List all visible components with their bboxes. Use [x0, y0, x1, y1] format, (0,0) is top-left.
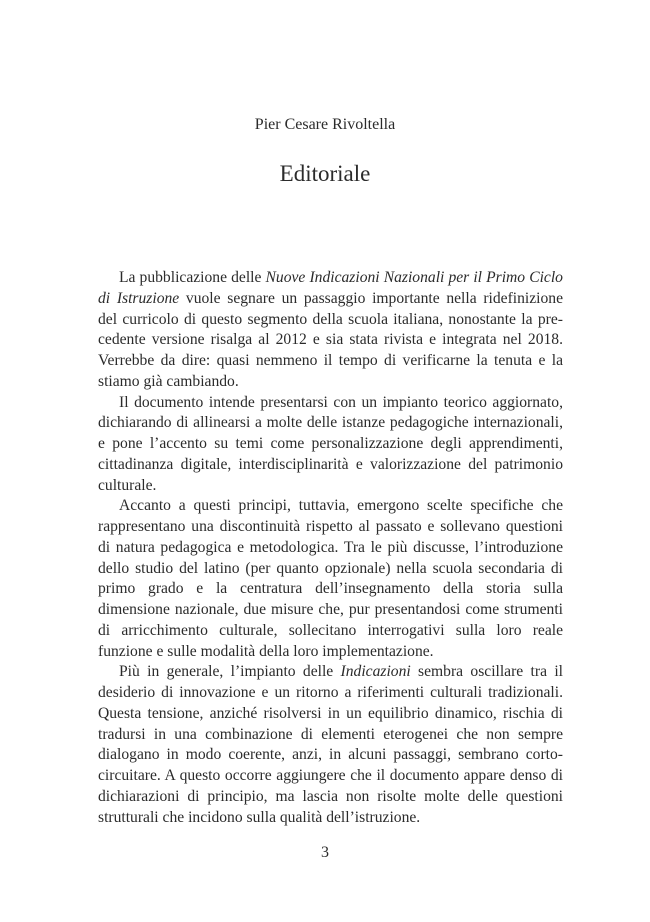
- page-number: 3: [321, 844, 329, 861]
- paragraph-text: sembra oscillare tra il desiderio di innovazione e un ritorno a riferimenti culturali tradizionali. Questa tensione, anziché risolversi in un equilibrio dinamico, rischia di tradursi in una combinazione di elementi eterogenei che non sempre dialogano in modo coerente, anzi, in alcuni passaggi, sembrano cortocircuitare. A questo occorre aggiungere che il documento appare denso di dichiarazioni di principio, ma lascia non risolte molte delle questioni strutturali che incidono sulla qualità dell’istruzione.: [98, 663, 563, 826]
- paragraph: [98, 393, 563, 497]
- paragraph-text: Accanto a questi principi, tuttavia, emergono scelte specifiche che rappresentano una discontinuità rispetto al passato e sollevano questioni di natura pedagogica e metodologica. Tra le più discusse, l’introduzione dello studio del latino (per quanto opzionale) nella scuola secondaria di primo grado e la centratura dell’insegnamento della storia sulla dimensione nazionale, due misure che, pur presentandosi come strumenti di arricchimento culturale, sollecitano interrogativi sulla loro reale funzione e sulle modalità della loro implementazione.: [98, 497, 563, 660]
- paragraph: [98, 268, 563, 393]
- page-title: Editoriale: [279, 161, 371, 186]
- paragraph-text: vuole segnare un passaggio importante nella ridefinizione del curricolo di questo segmento della scuola italiana, nonostante la precedente versione risalga al 2012 e sia stata rivista e integrata nel 2018. Verrebbe da dire: quasi nemmeno il tempo di verificarne la tenuta e la stiamo già cambiando.: [98, 289, 564, 390]
- publication-title: Nuove Indicazioni Nazionali per il Primo Ciclo di Istruzione: [98, 269, 563, 307]
- paragraph-text: La pubblicazione delle: [119, 269, 266, 286]
- paragraph-text: Il documento intende presentarsi con un impianto teorico aggiornato, dichiarando di allinearsi a molte delle istanze pedagogiche internazionali, e pone l’accento su temi come personalizzazione degli apprendimenti, cittadinanza digitale, interdisciplinarità e valorizzazione del patrimonio culturale.: [98, 393, 563, 494]
- paragraph: [98, 662, 563, 828]
- author-name: Pier Cesare Rivoltella: [254, 116, 396, 133]
- paragraph-text: Più in generale, l’impianto delle: [119, 663, 341, 681]
- publication-title-short: Indicazioni: [340, 663, 411, 681]
- paragraph: [98, 496, 563, 662]
- body-text: [98, 268, 563, 828]
